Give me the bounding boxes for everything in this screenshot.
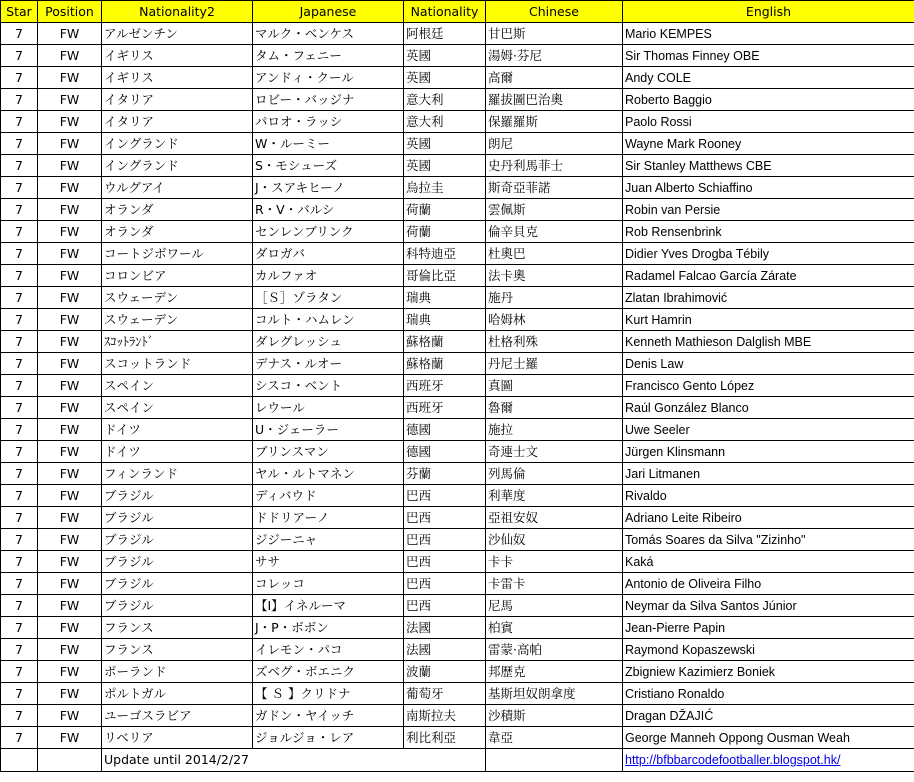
table-header xyxy=(1,1,914,23)
nationality2-cell: フィンランド xyxy=(102,463,253,485)
header-english: English xyxy=(623,1,914,23)
chinese-name-cell: 雷蒙·高帕 xyxy=(486,639,623,661)
english-name-cell: Denis Law xyxy=(623,353,914,375)
table-row xyxy=(1,133,914,155)
table-row xyxy=(1,23,914,45)
table-row xyxy=(1,221,914,243)
nationality-cell: 西班牙 xyxy=(404,397,486,419)
position-cell: FW xyxy=(38,45,102,67)
english-name-cell: Zlatan Ibrahimović xyxy=(623,287,914,309)
star-cell: 7 xyxy=(1,617,38,639)
english-name-cell: Jürgen Klinsmann xyxy=(623,441,914,463)
nationality-cell: 荷蘭 xyxy=(404,221,486,243)
star-cell: 7 xyxy=(1,727,38,749)
japanese-name-cell: J・P・ボボン xyxy=(253,617,404,639)
chinese-name-cell: 沙仙奴 xyxy=(486,529,623,551)
chinese-name-cell: 斯奇亞菲諾 xyxy=(486,177,623,199)
nationality-cell: 巴西 xyxy=(404,529,486,551)
japanese-name-cell: コレッコ xyxy=(253,573,404,595)
star-cell: 7 xyxy=(1,639,38,661)
position-cell: FW xyxy=(38,661,102,683)
nationality2-cell: ブラジル xyxy=(102,529,253,551)
position-cell: FW xyxy=(38,155,102,177)
position-cell: FW xyxy=(38,419,102,441)
chinese-name-cell: 真圖 xyxy=(486,375,623,397)
nationality2-cell: ブラジル xyxy=(102,485,253,507)
footer-cell-chinese xyxy=(486,749,623,772)
position-cell: FW xyxy=(38,529,102,551)
chinese-name-cell: 哈姆林 xyxy=(486,309,623,331)
chinese-name-cell: 倫辛貝克 xyxy=(486,221,623,243)
nationality2-cell: スコットランド xyxy=(102,353,253,375)
japanese-name-cell: タム・フェニー xyxy=(253,45,404,67)
star-cell: 7 xyxy=(1,265,38,287)
position-cell: FW xyxy=(38,23,102,45)
english-name-cell: Jari Litmanen xyxy=(623,463,914,485)
star-cell: 7 xyxy=(1,485,38,507)
nationality2-cell: スウェーデン xyxy=(102,287,253,309)
english-name-cell: Raymond Kopaszewski xyxy=(623,639,914,661)
header-japanese: Japanese xyxy=(253,1,404,23)
position-cell: FW xyxy=(38,727,102,749)
english-name-cell: Sir Thomas Finney OBE xyxy=(623,45,914,67)
update-note: Update until 2014/2/27 xyxy=(102,749,486,772)
chinese-name-cell: 基斯坦奴朗拿度 xyxy=(486,683,623,705)
chinese-name-cell: 魯爾 xyxy=(486,397,623,419)
star-cell: 7 xyxy=(1,397,38,419)
table-row xyxy=(1,639,914,661)
english-name-cell: Neymar da Silva Santos Júnior xyxy=(623,595,914,617)
nationality-cell: 葡萄牙 xyxy=(404,683,486,705)
nationality2-cell: イタリア xyxy=(102,89,253,111)
footer-row xyxy=(1,749,914,772)
position-cell: FW xyxy=(38,67,102,89)
english-name-cell: Wayne Mark Rooney xyxy=(623,133,914,155)
table-row xyxy=(1,595,914,617)
chinese-name-cell: 列馬倫 xyxy=(486,463,623,485)
chinese-name-cell: 亞祖安奴 xyxy=(486,507,623,529)
english-name-cell: Tomás Soares da Silva "Zizinho" xyxy=(623,529,914,551)
japanese-name-cell: 【 Ｓ 】クリドナ xyxy=(253,683,404,705)
star-cell: 7 xyxy=(1,551,38,573)
table-row xyxy=(1,375,914,397)
header-nationality: Nationality xyxy=(404,1,486,23)
nationality2-cell: フランス xyxy=(102,639,253,661)
star-cell: 7 xyxy=(1,133,38,155)
nationality-cell: 蘇格蘭 xyxy=(404,353,486,375)
nationality-cell: 德國 xyxy=(404,441,486,463)
english-name-cell: Didier Yves Drogba Tébily xyxy=(623,243,914,265)
nationality-cell: 英國 xyxy=(404,67,486,89)
star-cell: 7 xyxy=(1,463,38,485)
table-row xyxy=(1,507,914,529)
table-row xyxy=(1,199,914,221)
position-cell: FW xyxy=(38,89,102,111)
table-row xyxy=(1,89,914,111)
japanese-name-cell: ダレグレッシュ xyxy=(253,331,404,353)
nationality-cell: 阿根廷 xyxy=(404,23,486,45)
position-cell: FW xyxy=(38,111,102,133)
star-cell: 7 xyxy=(1,287,38,309)
star-cell: 7 xyxy=(1,155,38,177)
nationality-cell: 德國 xyxy=(404,419,486,441)
nationality2-cell: ユーゴスラビア xyxy=(102,705,253,727)
position-cell: FW xyxy=(38,397,102,419)
position-cell: FW xyxy=(38,133,102,155)
nationality-cell: 西班牙 xyxy=(404,375,486,397)
japanese-name-cell: ササ xyxy=(253,551,404,573)
japanese-name-cell: ブリンスマン xyxy=(253,441,404,463)
nationality2-cell: コロンビア xyxy=(102,265,253,287)
japanese-name-cell: J・スアキヒーノ xyxy=(253,177,404,199)
footer-cell-position xyxy=(38,749,102,772)
japanese-name-cell: ジョルジョ・レア xyxy=(253,727,404,749)
position-cell: FW xyxy=(38,287,102,309)
star-cell: 7 xyxy=(1,111,38,133)
star-cell: 7 xyxy=(1,507,38,529)
japanese-name-cell: マルク・ベンケス xyxy=(253,23,404,45)
chinese-name-cell: 杜奧巴 xyxy=(486,243,623,265)
table-row xyxy=(1,265,914,287)
chinese-name-cell: 丹尼士羅 xyxy=(486,353,623,375)
nationality-cell: 芬蘭 xyxy=(404,463,486,485)
japanese-name-cell: ダロガバ xyxy=(253,243,404,265)
table-row xyxy=(1,353,914,375)
table-row xyxy=(1,287,914,309)
nationality2-cell: ドイツ xyxy=(102,441,253,463)
footer-cell-link xyxy=(623,749,914,772)
english-name-cell: Robin van Persie xyxy=(623,199,914,221)
table-row xyxy=(1,243,914,265)
english-name-cell: Rob Rensenbrink xyxy=(623,221,914,243)
japanese-name-cell: ロビー・バッジナ xyxy=(253,89,404,111)
table-body xyxy=(1,23,914,749)
japanese-name-cell: レウール xyxy=(253,397,404,419)
nationality-cell: 英國 xyxy=(404,133,486,155)
english-name-cell: Rivaldo xyxy=(623,485,914,507)
position-cell: FW xyxy=(38,309,102,331)
position-cell: FW xyxy=(38,177,102,199)
chinese-name-cell: 湯姆·芬尼 xyxy=(486,45,623,67)
japanese-name-cell: U・ジェーラー xyxy=(253,419,404,441)
japanese-name-cell: R・V・バルシ xyxy=(253,199,404,221)
chinese-name-cell: 施拉 xyxy=(486,419,623,441)
nationality-cell: 烏拉圭 xyxy=(404,177,486,199)
english-name-cell: Andy COLE xyxy=(623,67,914,89)
star-cell: 7 xyxy=(1,419,38,441)
star-cell: 7 xyxy=(1,683,38,705)
header-star: Star xyxy=(1,1,38,23)
japanese-name-cell: アンドィ・クール xyxy=(253,67,404,89)
nationality-cell: 巴西 xyxy=(404,595,486,617)
table-row xyxy=(1,419,914,441)
header-chinese: Chinese xyxy=(486,1,623,23)
nationality-cell: 英國 xyxy=(404,155,486,177)
japanese-name-cell: ズベグ・ボエニク xyxy=(253,661,404,683)
english-name-cell: Kurt Hamrin xyxy=(623,309,914,331)
japanese-name-cell: ジジーニャ xyxy=(253,529,404,551)
english-name-cell: Jean-Pierre Papin xyxy=(623,617,914,639)
star-cell: 7 xyxy=(1,23,38,45)
table-row xyxy=(1,573,914,595)
nationality-cell: 巴西 xyxy=(404,485,486,507)
table-row xyxy=(1,529,914,551)
chinese-name-cell: 朗尼 xyxy=(486,133,623,155)
nationality-cell: 蘇格蘭 xyxy=(404,331,486,353)
english-name-cell: Adriano Leite Ribeiro xyxy=(623,507,914,529)
chinese-name-cell: 法卡奧 xyxy=(486,265,623,287)
nationality-cell: 巴西 xyxy=(404,507,486,529)
header-position: Position xyxy=(38,1,102,23)
nationality-cell: 法國 xyxy=(404,639,486,661)
nationality2-cell: フランス xyxy=(102,617,253,639)
star-cell: 7 xyxy=(1,529,38,551)
table-row xyxy=(1,309,914,331)
chinese-name-cell: 利華度 xyxy=(486,485,623,507)
english-name-cell: Uwe Seeler xyxy=(623,419,914,441)
table-row xyxy=(1,111,914,133)
chinese-name-cell: 柏賓 xyxy=(486,617,623,639)
japanese-name-cell: ガドン・ヤイッチ xyxy=(253,705,404,727)
japanese-name-cell: コルト・ハムレン xyxy=(253,309,404,331)
star-cell: 7 xyxy=(1,309,38,331)
nationality2-cell: ポーランド xyxy=(102,661,253,683)
english-name-cell: Cristiano Ronaldo xyxy=(623,683,914,705)
table-row xyxy=(1,177,914,199)
english-name-cell: Mario KEMPES xyxy=(623,23,914,45)
english-name-cell: Raúl González Blanco xyxy=(623,397,914,419)
position-cell: FW xyxy=(38,353,102,375)
star-cell: 7 xyxy=(1,199,38,221)
position-cell: FW xyxy=(38,551,102,573)
nationality2-cell: コートジボワール xyxy=(102,243,253,265)
japanese-name-cell: カルファオ xyxy=(253,265,404,287)
star-cell: 7 xyxy=(1,375,38,397)
table-row xyxy=(1,485,914,507)
chinese-name-cell: 卡雷卡 xyxy=(486,573,623,595)
star-cell: 7 xyxy=(1,221,38,243)
nationality-cell: 英國 xyxy=(404,45,486,67)
position-cell: FW xyxy=(38,595,102,617)
star-cell: 7 xyxy=(1,243,38,265)
japanese-name-cell: W・ルーミー xyxy=(253,133,404,155)
nationality2-cell: イングランド xyxy=(102,155,253,177)
position-cell: FW xyxy=(38,639,102,661)
table-row xyxy=(1,67,914,89)
japanese-name-cell: パロオ・ラッシ xyxy=(253,111,404,133)
position-cell: FW xyxy=(38,375,102,397)
english-name-cell: Kenneth Mathieson Dalglish MBE xyxy=(623,331,914,353)
star-cell: 7 xyxy=(1,331,38,353)
position-cell: FW xyxy=(38,573,102,595)
position-cell: FW xyxy=(38,507,102,529)
chinese-name-cell: 羅拔圖巴治奧 xyxy=(486,89,623,111)
nationality-cell: 南斯拉夫 xyxy=(404,705,486,727)
nationality-cell: 巴西 xyxy=(404,573,486,595)
english-name-cell: Juan Alberto Schiaffino xyxy=(623,177,914,199)
nationality-cell: 哥倫比亞 xyxy=(404,265,486,287)
nationality2-cell: スペイン xyxy=(102,375,253,397)
nationality2-cell: ブラジル xyxy=(102,507,253,529)
position-cell: FW xyxy=(38,265,102,287)
japanese-name-cell: イレモン・パコ xyxy=(253,639,404,661)
header-nationality2: Nationality2 xyxy=(102,1,253,23)
table-row xyxy=(1,727,914,749)
nationality-cell: 利比利亞 xyxy=(404,727,486,749)
nationality2-cell: ブラジル xyxy=(102,573,253,595)
english-name-cell: Antonio de Oliveira Filho xyxy=(623,573,914,595)
nationality-cell: 瑞典 xyxy=(404,287,486,309)
chinese-name-cell: 高爾 xyxy=(486,67,623,89)
nationality2-cell: スウェーデン xyxy=(102,309,253,331)
star-cell: 7 xyxy=(1,595,38,617)
position-cell: FW xyxy=(38,243,102,265)
english-name-cell: Paolo Rossi xyxy=(623,111,914,133)
star-cell: 7 xyxy=(1,89,38,111)
table-row xyxy=(1,551,914,573)
japanese-name-cell: S・モシューズ xyxy=(253,155,404,177)
nationality2-cell: ドイツ xyxy=(102,419,253,441)
star-cell: 7 xyxy=(1,573,38,595)
star-cell: 7 xyxy=(1,441,38,463)
japanese-name-cell: ディバウド xyxy=(253,485,404,507)
nationality2-cell: ブラジル xyxy=(102,595,253,617)
chinese-name-cell: 卡卡 xyxy=(486,551,623,573)
english-name-cell: Radamel Falcao García Zárate xyxy=(623,265,914,287)
nationality-cell: 瑞典 xyxy=(404,309,486,331)
table-row xyxy=(1,617,914,639)
nationality2-cell: オランダ xyxy=(102,199,253,221)
table-row xyxy=(1,45,914,67)
nationality-cell: 科特迪亞 xyxy=(404,243,486,265)
chinese-name-cell: 杜格利殊 xyxy=(486,331,623,353)
table-row xyxy=(1,683,914,705)
english-name-cell: Kaká xyxy=(623,551,914,573)
nationality2-cell: ウルグアイ xyxy=(102,177,253,199)
japanese-name-cell: ドドリアーノ xyxy=(253,507,404,529)
english-name-cell: Sir Stanley Matthews CBE xyxy=(623,155,914,177)
position-cell: FW xyxy=(38,617,102,639)
japanese-name-cell: 【I】イネルーマ xyxy=(253,595,404,617)
nationality2-cell: ｽｺｯﾄﾗﾝﾄﾞ xyxy=(102,331,253,353)
position-cell: FW xyxy=(38,705,102,727)
nationality-cell: 意大利 xyxy=(404,89,486,111)
english-name-cell: George Manneh Oppong Ousman Weah xyxy=(623,727,914,749)
position-cell: FW xyxy=(38,441,102,463)
chinese-name-cell: 雲佩斯 xyxy=(486,199,623,221)
chinese-name-cell: 尼馬 xyxy=(486,595,623,617)
table-row xyxy=(1,441,914,463)
chinese-name-cell: 史丹利馬菲士 xyxy=(486,155,623,177)
table-row xyxy=(1,661,914,683)
japanese-name-cell: ヤル・ルトマネン xyxy=(253,463,404,485)
english-name-cell: Roberto Baggio xyxy=(623,89,914,111)
nationality2-cell: ポルトガル xyxy=(102,683,253,705)
table-row xyxy=(1,397,914,419)
chinese-name-cell: 施丹 xyxy=(486,287,623,309)
position-cell: FW xyxy=(38,199,102,221)
english-name-cell: Francisco Gento López xyxy=(623,375,914,397)
header-row xyxy=(1,1,914,23)
english-name-cell: Dragan DŽAJIĆ xyxy=(623,705,914,727)
nationality2-cell: アルゼンチン xyxy=(102,23,253,45)
nationality2-cell: オランダ xyxy=(102,221,253,243)
chinese-name-cell: 奇連士文 xyxy=(486,441,623,463)
footer-cell-star xyxy=(1,749,38,772)
chinese-name-cell: 邦歷克 xyxy=(486,661,623,683)
nationality-cell: 荷蘭 xyxy=(404,199,486,221)
position-cell: FW xyxy=(38,463,102,485)
nationality2-cell: イングランド xyxy=(102,133,253,155)
table-row xyxy=(1,705,914,727)
star-cell: 7 xyxy=(1,661,38,683)
chinese-name-cell: 甘巴斯 xyxy=(486,23,623,45)
position-cell: FW xyxy=(38,683,102,705)
blog-link[interactable]: http://bfbbarcodefootballer.blogspot.hk/ xyxy=(625,753,841,767)
nationality2-cell: イギリス xyxy=(102,45,253,67)
nationality-cell: 法國 xyxy=(404,617,486,639)
japanese-name-cell: デナス・ルオー xyxy=(253,353,404,375)
nationality-cell: 意大利 xyxy=(404,111,486,133)
nationality-cell: 巴西 xyxy=(404,551,486,573)
position-cell: FW xyxy=(38,485,102,507)
table-row xyxy=(1,155,914,177)
table-row xyxy=(1,463,914,485)
position-cell: FW xyxy=(38,331,102,353)
star-cell: 7 xyxy=(1,705,38,727)
position-cell: FW xyxy=(38,221,102,243)
nationality2-cell: ブラジル xyxy=(102,551,253,573)
chinese-name-cell: 韋亞 xyxy=(486,727,623,749)
table-row xyxy=(1,331,914,353)
japanese-name-cell: ［Ｓ］ゾラタン xyxy=(253,287,404,309)
nationality2-cell: スペイン xyxy=(102,397,253,419)
star-cell: 7 xyxy=(1,67,38,89)
chinese-name-cell: 沙積斯 xyxy=(486,705,623,727)
star-cell: 7 xyxy=(1,45,38,67)
nationality2-cell: イギリス xyxy=(102,67,253,89)
nationality-cell: 波蘭 xyxy=(404,661,486,683)
japanese-name-cell: センレンブリンク xyxy=(253,221,404,243)
english-name-cell: Zbigniew Kazimierz Boniek xyxy=(623,661,914,683)
japanese-name-cell: シスコ・ベント xyxy=(253,375,404,397)
star-cell: 7 xyxy=(1,177,38,199)
star-cell: 7 xyxy=(1,353,38,375)
nationality2-cell: リベリア xyxy=(102,727,253,749)
nationality2-cell: イタリア xyxy=(102,111,253,133)
chinese-name-cell: 保羅羅斯 xyxy=(486,111,623,133)
